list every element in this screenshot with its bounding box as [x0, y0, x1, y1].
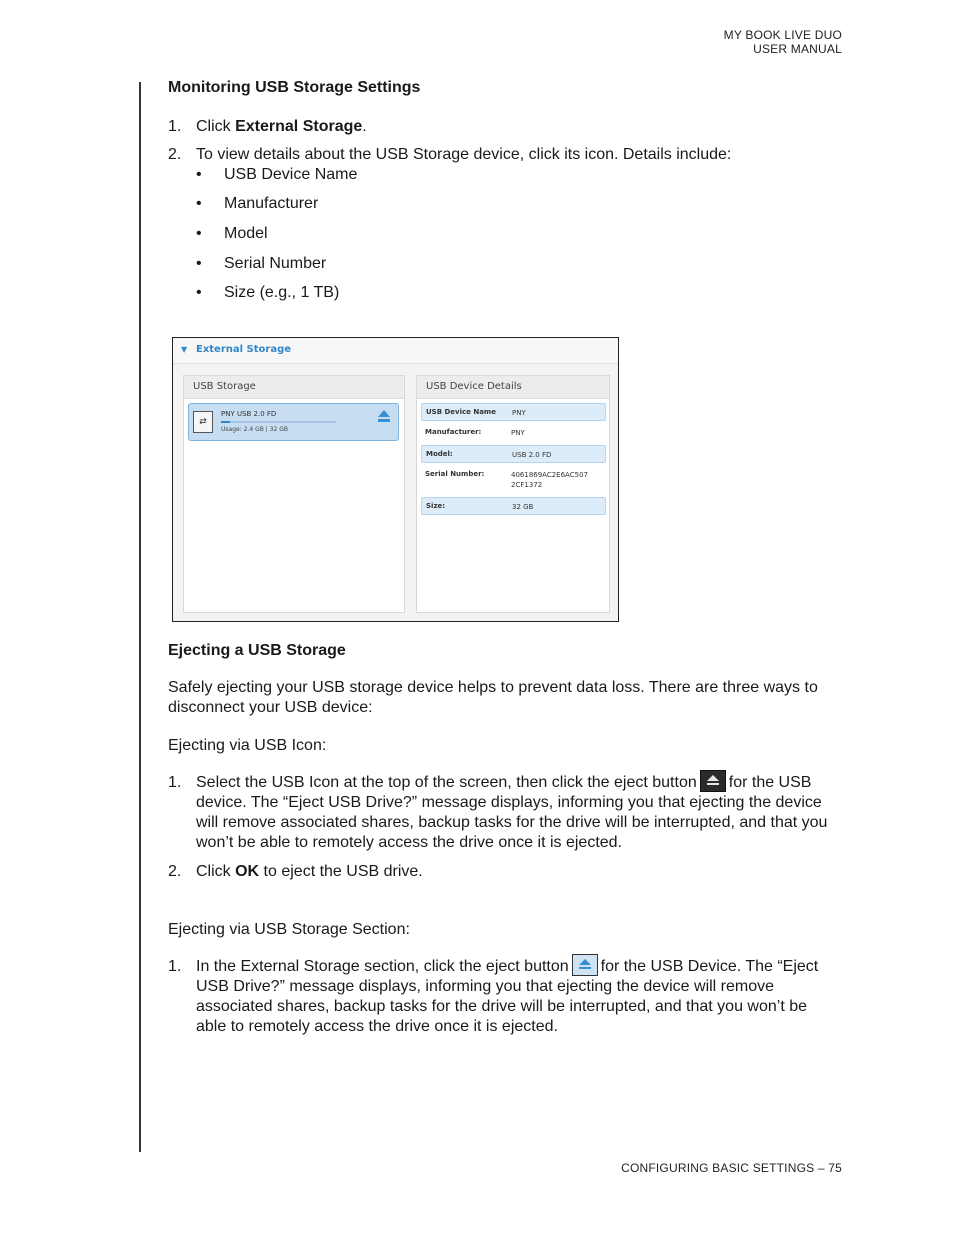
step-text-post: for the USB Device. The “Eject USB Drive?” message displays, informing you that ejecting the device will remove associated shares, backup tasks for the drive will be interrupted, and that you won’t be able to remotely access the drive once it is ejected.	[196, 958, 819, 1035]
header-manual: USER MANUAL	[753, 42, 842, 56]
external-storage-screenshot	[172, 337, 619, 622]
bullet: •	[196, 225, 202, 242]
section-heading-monitoring: Monitoring USB Storage Settings	[168, 79, 421, 96]
bullet: •	[196, 195, 202, 212]
subheading-via-icon: Ejecting via USB Icon:	[168, 737, 327, 754]
usb-usage-text: Usage: 2.4 GB | 32 GB	[221, 426, 288, 433]
eject-icon	[700, 770, 726, 792]
step-text-pre: In the External Storage section, click the eject button	[196, 958, 569, 975]
step-text-pre: Click	[196, 863, 236, 880]
step-number: 2.	[168, 146, 182, 163]
bullet: •	[196, 166, 202, 183]
step-text-post: for the USB device. The “Eject USB Drive?” message displays, informing you that ejecting the device will remove associated shares, backup tasks for the drive will be interrupted, and that you won’t be able to remotely access the drive once it is ejected.	[196, 774, 828, 851]
detail-key: Serial Number:	[425, 470, 485, 478]
usb-device-card[interactable]	[188, 403, 399, 441]
usb-device-details-heading: USB Device Details	[417, 376, 609, 399]
step-text-pre: Select the USB Icon at the top of the screen, then click the eject button	[196, 774, 697, 791]
detail-row	[421, 424, 604, 440]
detail-value: USB 2.0 FD	[512, 451, 552, 459]
step-text	[196, 862, 841, 882]
detail-key: Size:	[426, 502, 446, 510]
detail-value: PNY	[512, 409, 526, 417]
list-item: Manufacturer	[224, 195, 319, 212]
running-header	[724, 28, 842, 56]
usb-drive-icon: ⇄	[193, 411, 213, 433]
list-item: Serial Number	[224, 255, 327, 272]
step-text-post: .	[362, 118, 367, 135]
step-number: 1.	[168, 958, 182, 975]
detail-key: Manufacturer:	[425, 428, 482, 436]
step-text	[196, 117, 841, 137]
detail-value: 4061869AC2E6AC507 2CF1372	[511, 471, 588, 489]
detail-row	[421, 403, 606, 421]
list-item: USB Device Name	[224, 166, 358, 183]
usb-storage-pane	[183, 375, 405, 613]
step-text: To view details about the USB Storage device, click its icon. Details include:	[196, 146, 732, 163]
detail-row	[421, 445, 606, 463]
detail-key: Model:	[426, 450, 453, 458]
step-text-post: to eject the USB drive.	[259, 863, 423, 880]
header-product: MY BOOK LIVE DUO	[723, 28, 842, 42]
step-text	[196, 773, 841, 853]
external-storage-title: External Storage	[196, 344, 292, 355]
external-storage-titlebar[interactable]	[173, 338, 618, 364]
step-number: 1.	[168, 774, 182, 791]
detail-key: USB Device Name	[426, 408, 496, 416]
detail-value: PNY	[511, 429, 525, 437]
chevron-down-icon: ▼	[181, 345, 188, 354]
step-text	[196, 957, 841, 1037]
list-item: Size (e.g., 1 TB)	[224, 284, 340, 301]
step-text-bold: OK	[235, 863, 260, 880]
step-text-pre: Click	[196, 118, 236, 135]
usb-storage-heading: USB Storage	[184, 376, 404, 399]
step-number: 2.	[168, 863, 182, 880]
detail-value: 32 GB	[512, 503, 534, 511]
detail-row	[421, 466, 604, 492]
ejecting-intro: Safely ejecting your USB storage device helps to prevent data loss. There are three ways to disconnect your USB device:	[168, 679, 818, 716]
step-number: 1.	[168, 118, 182, 135]
subheading-via-section: Ejecting via USB Storage Section:	[168, 921, 410, 938]
usb-usage-fill	[221, 421, 230, 423]
list-item: Model	[224, 225, 268, 242]
usb-device-name: PNY USB 2.0 FD	[221, 410, 277, 418]
usb-usage-bar	[221, 421, 336, 423]
section-heading-ejecting: Ejecting a USB Storage	[168, 642, 346, 659]
detail-row	[421, 497, 606, 515]
bullet: •	[196, 255, 202, 272]
bullet: •	[196, 284, 202, 301]
eject-icon	[572, 954, 598, 976]
margin-rule	[139, 82, 141, 1152]
page-footer: CONFIGURING BASIC SETTINGS – 75	[621, 1161, 842, 1175]
step-text-bold: External Storage	[235, 118, 363, 135]
eject-icon[interactable]	[377, 410, 391, 424]
usb-device-details-pane	[416, 375, 610, 613]
